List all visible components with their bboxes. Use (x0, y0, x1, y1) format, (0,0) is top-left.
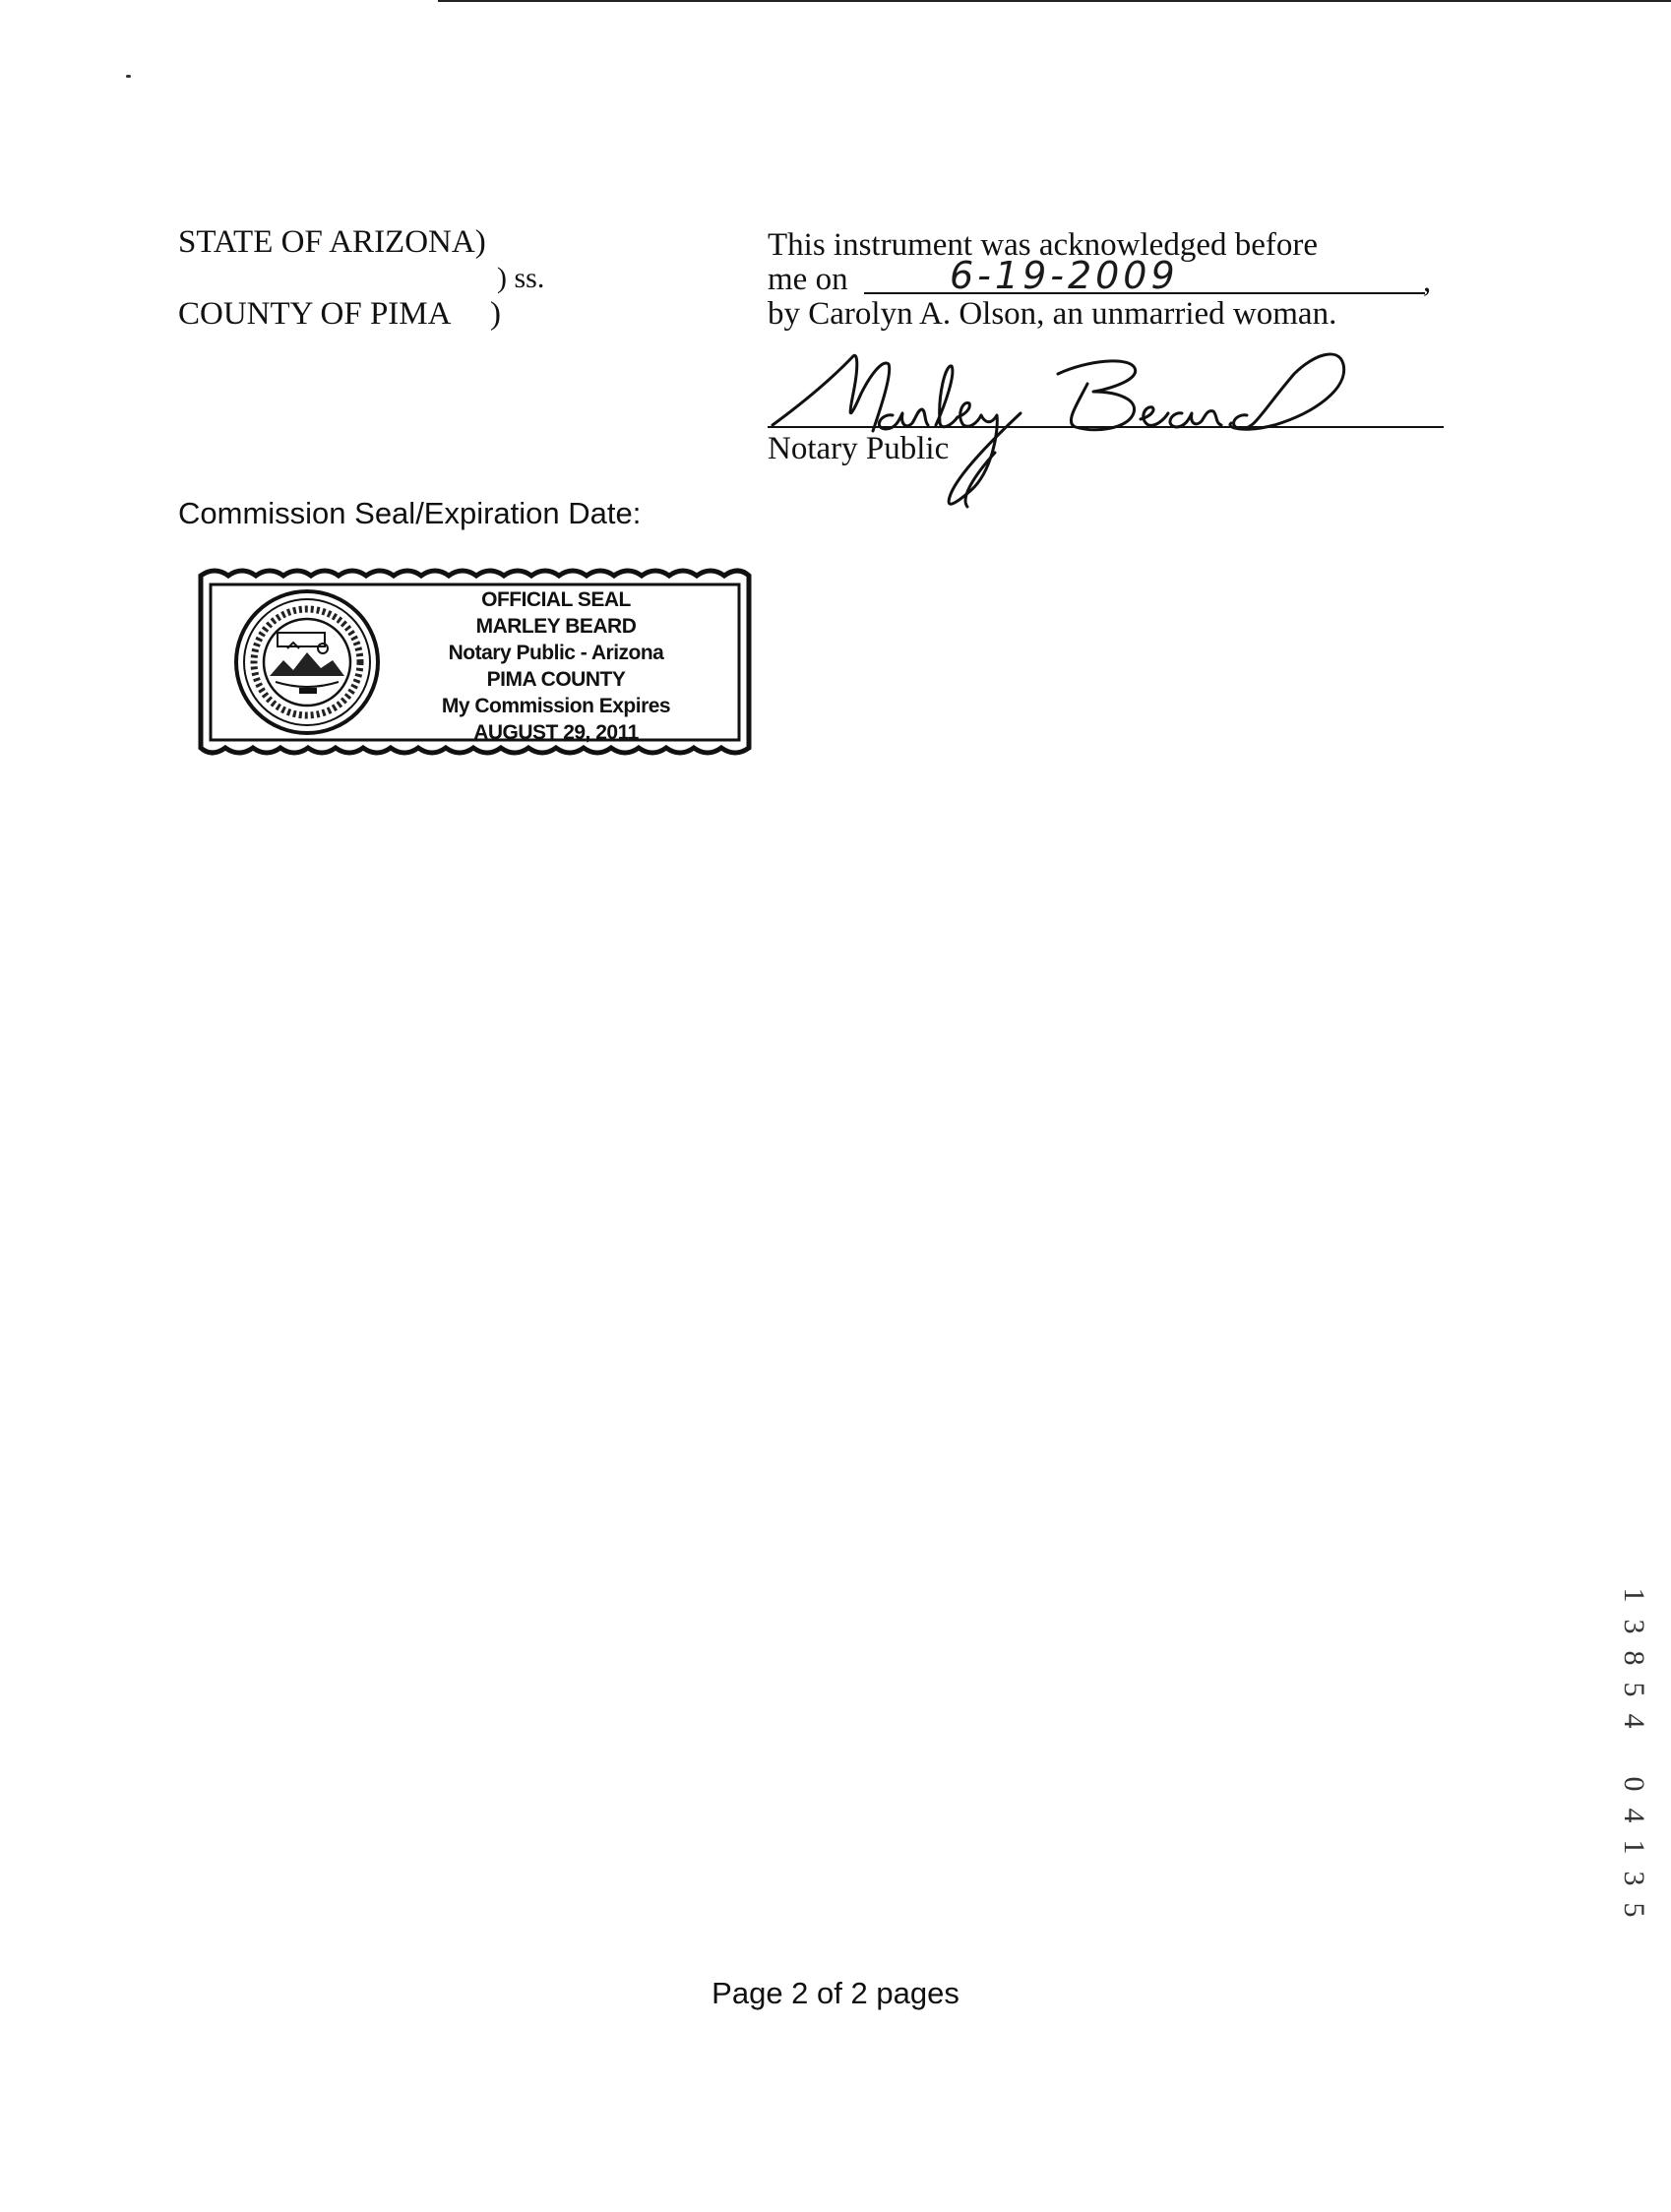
recording-digit: 1 (1618, 1587, 1650, 1603)
recording-digit: 5 (1618, 1682, 1650, 1697)
venue-ss: ) ss. (497, 262, 545, 294)
notary-public-label: Notary Public (768, 431, 950, 466)
official-seal-text (413, 586, 699, 746)
scan-speck (126, 75, 131, 78)
recording-digit: 1 (1618, 1839, 1650, 1855)
acknowledgment-line1: This instrument was acknowledged before (768, 227, 1319, 263)
recording-digit: 3 (1618, 1619, 1650, 1634)
seal-line-expires-label: My Commission Expires (441, 695, 671, 717)
top-edge-rule (438, 0, 1671, 2)
recording-digit: 8 (1618, 1650, 1650, 1666)
acknowledgment-comma: , (1423, 264, 1432, 299)
recording-digit: 5 (1618, 1902, 1650, 1918)
recording-number (1614, 1579, 1653, 1926)
state-seal-emblem (236, 591, 378, 733)
seal-line-name: MARLEY BEARD (475, 615, 637, 638)
page-footer: Page 2 of 2 pages (712, 1976, 959, 2010)
seal-line-county: PIMA COUNTY (486, 668, 626, 691)
notary-signature (763, 335, 1353, 522)
acknowledgment-date: 6-19-2009 (950, 254, 1179, 297)
venue-county: COUNTY OF PIMA (178, 296, 452, 332)
commission-label: Commission Seal/Expiration Date: (178, 496, 642, 530)
recording-digit: 4 (1618, 1713, 1650, 1729)
acknowledgment-me-on: me on (768, 262, 848, 297)
recording-digit: 4 (1618, 1808, 1650, 1823)
venue-state: STATE OF ARIZONA) (178, 224, 486, 260)
acknowledgment-line3: by Carolyn A. Olson, an unmarried woman. (768, 296, 1337, 332)
recording-digit: 0 (1618, 1776, 1650, 1792)
venue-county-paren: ) (490, 296, 501, 332)
recording-digit: 3 (1618, 1871, 1650, 1886)
seal-line-office: Notary Public - Arizona (448, 642, 664, 664)
seal-line-expiration-date: AUGUST 29, 2011 (473, 721, 639, 744)
seal-line-title: OFFICIAL SEAL (481, 588, 631, 611)
